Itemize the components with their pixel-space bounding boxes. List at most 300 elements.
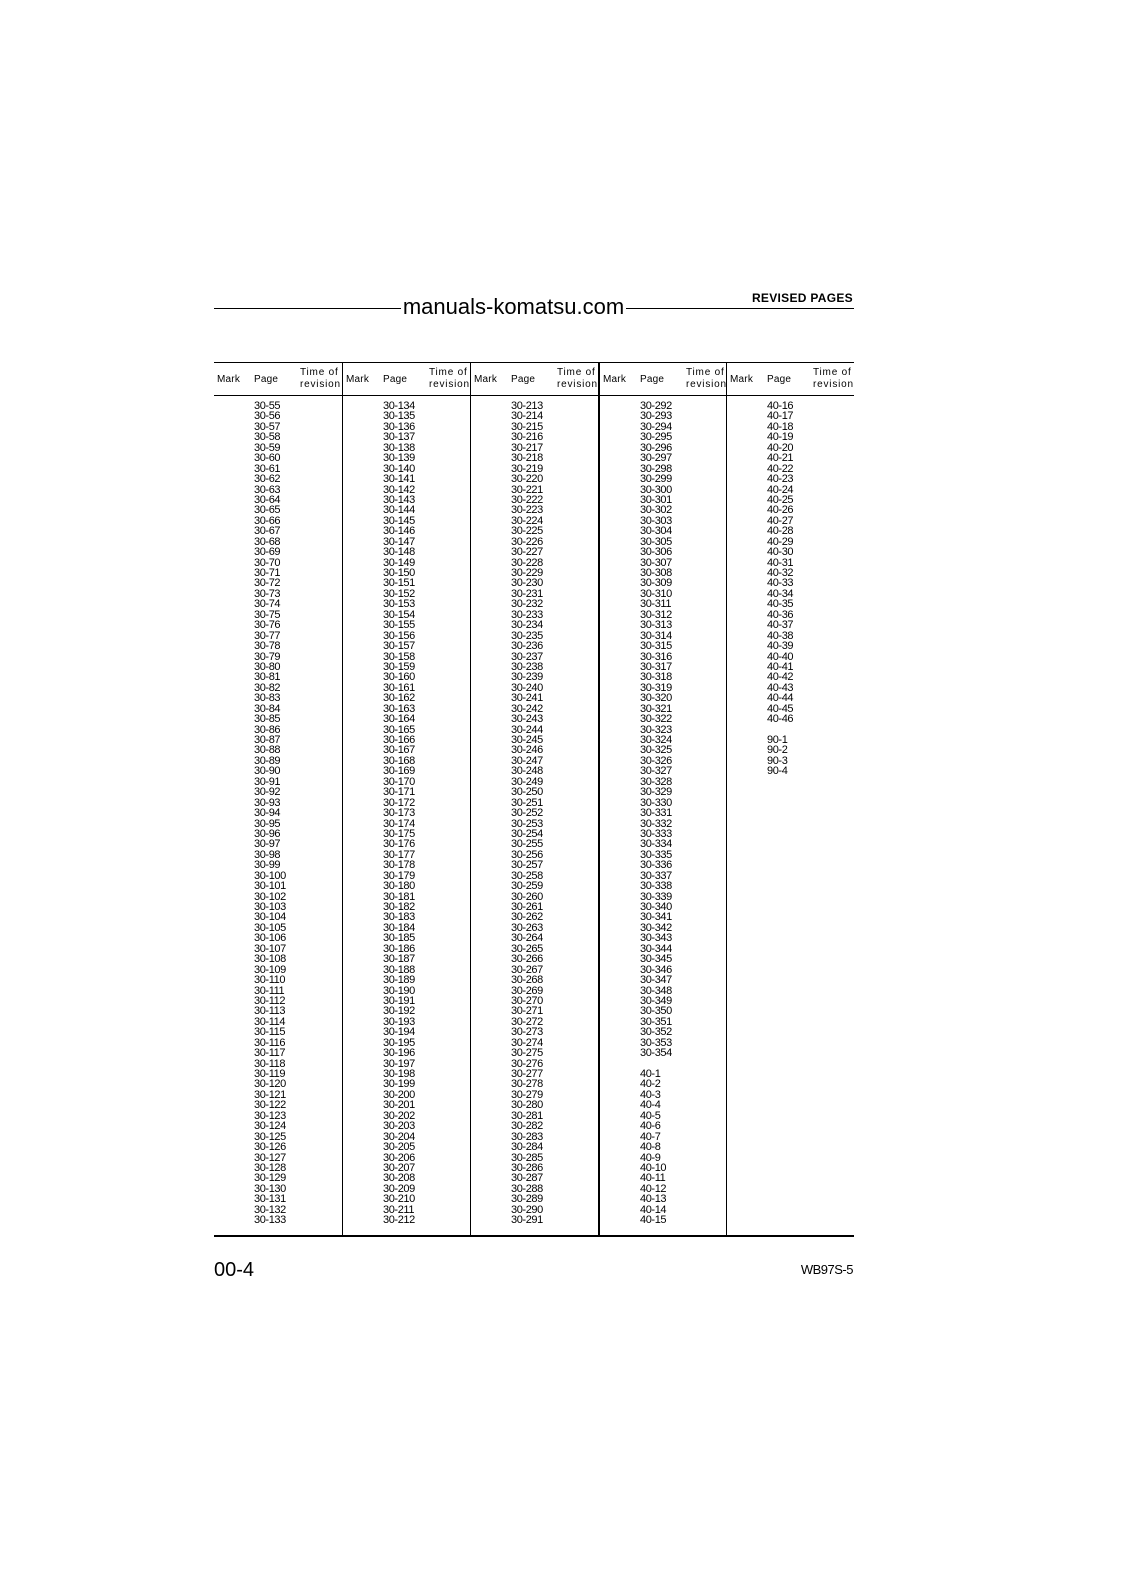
- page-entry: 30-65: [254, 504, 281, 517]
- page-entry: 30-330: [640, 796, 672, 809]
- page-entry: 30-183: [383, 911, 415, 924]
- page-entry: 30-292: [640, 400, 672, 412]
- page-entry: 30-90: [254, 765, 281, 778]
- page-entry: 30-182: [383, 901, 415, 913]
- time-header-line1: Time of: [300, 367, 339, 378]
- page-entry: 30-68: [254, 535, 281, 548]
- page-entry: 30-139: [383, 452, 415, 465]
- page-entry: 30-135: [383, 410, 415, 423]
- page-entry: 30-260: [511, 890, 543, 903]
- page-entry: 30-213: [511, 400, 543, 412]
- page-entry: 30-159: [383, 660, 415, 673]
- page-entry: 30-289: [511, 1193, 543, 1206]
- page-entry: 30-283: [511, 1130, 543, 1143]
- page-entry: 30-211: [383, 1203, 415, 1216]
- page-entry: 30-306: [640, 546, 672, 559]
- page-entry: 30-116: [254, 1036, 286, 1049]
- page-entry: 30-93: [254, 796, 281, 809]
- page-entry: 30-301: [640, 493, 672, 506]
- page-entry: 30-177: [383, 848, 415, 861]
- page-entry: 30-67: [254, 525, 281, 538]
- page-entry: 30-308: [640, 567, 672, 579]
- page-entry: 30-341: [640, 911, 672, 924]
- page-entry: 30-342: [640, 921, 672, 934]
- page-entry: 30-278: [511, 1078, 543, 1091]
- page-entry: 30-78: [254, 640, 281, 653]
- page-entry: 30-336: [640, 859, 672, 872]
- page-entry: 30-235: [511, 629, 543, 642]
- page-entry: 30-153: [383, 598, 415, 611]
- page-entry: 30-304: [640, 525, 672, 538]
- page-entry: 30-243: [511, 713, 543, 726]
- page-entry: 30-82: [254, 681, 281, 694]
- page-entry: 30-170: [383, 775, 415, 788]
- page-entry: 30-66: [254, 514, 281, 527]
- page-entry: 30-204: [383, 1130, 415, 1143]
- page-entry: 30-83: [254, 692, 281, 705]
- page-entry: 30-245: [511, 734, 543, 746]
- page-entry: 30-70: [254, 556, 281, 569]
- page-entry: 30-160: [383, 671, 415, 684]
- page-entry: 30-312: [640, 608, 672, 621]
- page-entry: 30-119: [254, 1068, 286, 1080]
- page-entry: 30-76: [254, 619, 281, 632]
- page-entry: 30-137: [383, 431, 415, 444]
- page-entry: 30-241: [511, 692, 543, 705]
- page-entry: 30-244: [511, 723, 543, 736]
- page-entry: 30-250: [511, 786, 543, 799]
- page-entry: 30-322: [640, 713, 672, 726]
- page-entry: 30-221: [511, 483, 543, 496]
- page-entry: 30-108: [254, 953, 286, 966]
- page-entry: 30-106: [254, 932, 286, 945]
- page-entry: 30-252: [511, 807, 543, 820]
- mark-header: Mark: [346, 374, 370, 385]
- page-entry: 40-4: [640, 1099, 661, 1112]
- page-number: 00-4: [214, 1259, 255, 1281]
- page-list: [254, 401, 286, 1226]
- page-entry: 30-205: [383, 1141, 415, 1154]
- page-entry: 30-176: [383, 838, 415, 851]
- page-entry: 30-95: [254, 817, 281, 830]
- page-entry: 40-3: [640, 1088, 661, 1101]
- page-entry: 40-2: [640, 1078, 661, 1091]
- page-entry: 30-163: [383, 702, 415, 715]
- page-entry: 40-27: [767, 514, 794, 527]
- page-entry: 30-255: [511, 838, 543, 851]
- page-entry: 30-175: [383, 827, 415, 840]
- page-entry: 30-190: [383, 984, 415, 997]
- page-entry: 30-132: [254, 1203, 286, 1216]
- time-of-revision-header: [813, 367, 854, 391]
- page-entry: 30-253: [511, 817, 543, 830]
- page-entry: 30-335: [640, 848, 672, 861]
- page-entry: 30-242: [511, 702, 543, 715]
- page-entry: 30-309: [640, 577, 672, 590]
- time-header-line1: Time of: [686, 367, 725, 378]
- page-entry: 30-178: [383, 859, 415, 872]
- page-entry: 30-81: [254, 671, 281, 684]
- page-entry: 30-338: [640, 880, 672, 893]
- page-entry: 30-272: [511, 1015, 543, 1028]
- page-entry: 30-168: [383, 754, 415, 767]
- page-entry: 30-86: [254, 723, 281, 736]
- page-entry: 30-155: [383, 619, 415, 632]
- page-entry: 30-325: [640, 744, 672, 757]
- page-entry: 40-35: [767, 598, 794, 611]
- page-entry: 30-89: [254, 754, 281, 767]
- page-entry: 30-92: [254, 786, 281, 799]
- page-entry: 30-174: [383, 817, 415, 830]
- page-entry: 30-136: [383, 420, 415, 433]
- time-header-line2: revision: [429, 379, 470, 390]
- model-code: WB97S-5: [800, 1262, 853, 1277]
- page-entry: 30-348: [640, 984, 672, 997]
- page-entry: 30-193: [383, 1015, 415, 1028]
- page-entry: 30-91: [254, 775, 281, 788]
- page-entry: 30-233: [511, 608, 543, 621]
- page-entry: 40-5: [640, 1109, 661, 1122]
- page-entry: 30-209: [383, 1182, 415, 1195]
- page-entry: 30-79: [254, 650, 281, 663]
- page-entry: 30-266: [511, 953, 543, 966]
- page-entry: 30-180: [383, 880, 415, 893]
- page-entry: 30-202: [383, 1109, 415, 1122]
- page-entry: 30-229: [511, 567, 543, 579]
- page-entry: 30-59: [254, 441, 281, 454]
- page-entry: 30-327: [640, 765, 672, 778]
- page-entry: 30-219: [511, 462, 543, 475]
- page-entry: 30-127: [254, 1151, 286, 1164]
- page-entry: 30-288: [511, 1182, 543, 1195]
- page-entry: 30-265: [511, 942, 543, 955]
- page-entry: 30-166: [383, 734, 415, 746]
- page-entry: 90-3: [767, 754, 788, 767]
- page-entry: 30-58: [254, 431, 281, 444]
- page-entry: 30-161: [383, 681, 415, 694]
- page-entry: 40-44: [767, 692, 794, 705]
- page-list: [383, 401, 415, 1226]
- page-entry: 40-16: [767, 400, 794, 412]
- column-group-5: [726, 363, 854, 1236]
- page-entry: 30-352: [640, 1026, 672, 1039]
- page-entry: 30-216: [511, 431, 543, 444]
- page-entry: 30-130: [254, 1182, 286, 1195]
- page-entry: 30-69: [254, 546, 281, 559]
- page-entry: 30-353: [640, 1036, 672, 1049]
- page-entry: 40-42: [767, 671, 794, 684]
- page-entry: 30-73: [254, 587, 281, 600]
- page-entry: 40-12: [640, 1182, 667, 1195]
- column-group-3: [470, 363, 598, 1236]
- page-entry: 40-37: [767, 619, 794, 632]
- page-entry: 30-64: [254, 493, 281, 506]
- page-entry: 30-148: [383, 546, 415, 559]
- page-entry: 30-131: [254, 1193, 286, 1206]
- page-entry: 30-203: [383, 1120, 415, 1133]
- time-of-revision-header: [429, 367, 470, 391]
- page-entry: 30-223: [511, 504, 543, 517]
- page-entry: 30-315: [640, 640, 672, 653]
- page-entry: 30-280: [511, 1099, 543, 1112]
- page-entry: 40-23: [767, 473, 794, 486]
- page-entry: 30-277: [511, 1068, 543, 1080]
- page-entry: 40-24: [767, 483, 794, 496]
- page-entry: 30-103: [254, 901, 286, 913]
- page-entry: 30-107: [254, 942, 286, 955]
- page-entry: 40-14: [640, 1203, 667, 1216]
- page-entry: 30-98: [254, 848, 281, 861]
- page-entry: 30-101: [254, 880, 286, 893]
- page-entry: 30-158: [383, 650, 415, 663]
- page-entry: 30-112: [254, 994, 286, 1007]
- time-header-line1: Time of: [813, 367, 852, 378]
- mark-header: Mark: [730, 374, 754, 385]
- page-entry: 30-212: [383, 1214, 415, 1227]
- page-entry: 90-4: [767, 765, 788, 778]
- page-entry: 30-143: [383, 493, 415, 506]
- page-entry: 30-120: [254, 1078, 286, 1091]
- page-entry: 30-238: [511, 660, 543, 673]
- page-entry: 30-172: [383, 796, 415, 809]
- page-entry: 30-97: [254, 838, 281, 851]
- page-entry: 30-228: [511, 556, 543, 569]
- page-entry: 30-263: [511, 921, 543, 934]
- page-entry: 40-31: [767, 556, 794, 569]
- page-entry: 30-110: [254, 974, 286, 987]
- page-entry: 30-62: [254, 473, 281, 486]
- page-entry: 30-74: [254, 598, 281, 611]
- page-entry: 30-284: [511, 1141, 543, 1154]
- page-entry: 30-210: [383, 1193, 415, 1206]
- page-entry: 30-157: [383, 640, 415, 653]
- page-entry: 30-102: [254, 890, 286, 903]
- page-entry: 30-227: [511, 546, 543, 559]
- page-entry: 30-85: [254, 713, 281, 726]
- column-group-4: [598, 363, 726, 1236]
- page-entry: 30-316: [640, 650, 672, 663]
- page-entry: 30-113: [254, 1005, 286, 1018]
- page-entry: 30-262: [511, 911, 543, 924]
- page-entry: 30-173: [383, 807, 415, 820]
- page-entry: 30-114: [254, 1015, 286, 1028]
- page-entry: 30-96: [254, 827, 281, 840]
- page-entry: 30-156: [383, 629, 415, 642]
- page-entry: 30-206: [383, 1151, 415, 1164]
- page-entry: 30-162: [383, 692, 415, 705]
- page-entry: 30-261: [511, 901, 543, 913]
- page-entry: 30-337: [640, 869, 672, 882]
- page-entry: 30-339: [640, 890, 672, 903]
- page-entry: 30-199: [383, 1078, 415, 1091]
- page-entry: 30-94: [254, 807, 281, 820]
- page-entry: 30-60: [254, 452, 281, 465]
- page-entry: 30-187: [383, 953, 415, 966]
- time-of-revision-header: [686, 367, 727, 391]
- page-entry: 30-236: [511, 640, 543, 653]
- page-entry: 30-118: [254, 1057, 286, 1070]
- page-entry: 30-194: [383, 1026, 415, 1039]
- page-entry: 30-249: [511, 775, 543, 788]
- page-entry: 40-33: [767, 577, 794, 590]
- page-entry: 30-207: [383, 1161, 415, 1174]
- page-entry: 40-29: [767, 535, 794, 548]
- page-entry: 30-300: [640, 483, 672, 496]
- column-group-1: [214, 363, 342, 1236]
- page-entry: 30-80: [254, 660, 281, 673]
- page-entry: 30-234: [511, 619, 543, 632]
- page-entry: 30-230: [511, 577, 543, 590]
- page-entry: 30-258: [511, 869, 543, 882]
- column-group-2: [342, 363, 470, 1236]
- page-entry: 30-71: [254, 567, 281, 579]
- page-entry: 40-30: [767, 546, 794, 559]
- page-entry: 30-134: [383, 400, 415, 412]
- page-entry: 30-100: [254, 869, 286, 882]
- page-entry: 30-63: [254, 483, 281, 496]
- page-entry: 30-231: [511, 587, 543, 600]
- page-entry: 30-171: [383, 786, 415, 799]
- page-entry: 30-179: [383, 869, 415, 882]
- page-entry: 30-195: [383, 1036, 415, 1049]
- mark-header: Mark: [603, 374, 627, 385]
- page-entry: 40-13: [640, 1193, 667, 1206]
- page-entry: 30-350: [640, 1005, 672, 1018]
- page-entry: 30-329: [640, 786, 672, 799]
- page-entry: 30-273: [511, 1026, 543, 1039]
- page-entry: 40-6: [640, 1120, 661, 1133]
- page-entry: 30-295: [640, 431, 672, 444]
- page-entry: 30-133: [254, 1214, 286, 1227]
- page-entry: 30-296: [640, 441, 672, 454]
- page-entry: 30-138: [383, 441, 415, 454]
- page-entry: 30-324: [640, 734, 672, 746]
- page-entry: 40-46: [767, 713, 794, 726]
- page-entry: 30-320: [640, 692, 672, 705]
- page-entry: 30-333: [640, 827, 672, 840]
- time-header-line1: Time of: [429, 367, 468, 378]
- page-entry: 30-57: [254, 420, 281, 433]
- page-entry: 30-123: [254, 1109, 286, 1122]
- page-entry: 30-117: [254, 1047, 286, 1060]
- page-entry: 30-331: [640, 807, 672, 820]
- page-entry: 30-343: [640, 932, 672, 945]
- page-entry: 30-298: [640, 462, 672, 475]
- page-entry: 30-314: [640, 629, 672, 642]
- page-entry: 30-311: [640, 598, 672, 611]
- page-entry: 30-267: [511, 963, 543, 976]
- page-entry: 30-147: [383, 535, 415, 548]
- page-entry: 30-192: [383, 1005, 415, 1018]
- page-entry: 30-310: [640, 587, 672, 600]
- page-entry: 30-215: [511, 420, 543, 433]
- page-entry: 30-294: [640, 420, 672, 433]
- page-entry: 30-240: [511, 681, 543, 694]
- page-entry: 30-351: [640, 1015, 672, 1028]
- page-entry: 30-254: [511, 827, 543, 840]
- page-entry: 30-200: [383, 1088, 415, 1101]
- page-entry: 30-220: [511, 473, 543, 486]
- page-entry: 30-349: [640, 994, 672, 1007]
- page-header: Page: [767, 374, 792, 385]
- page-entry: 30-328: [640, 775, 672, 788]
- page-entry: 40-45: [767, 702, 794, 715]
- page-entry: 30-307: [640, 556, 672, 569]
- page-entry: 30-128: [254, 1161, 286, 1174]
- page-entry: 40-7: [640, 1130, 661, 1143]
- page-entry: 30-259: [511, 880, 543, 893]
- page-entry: 30-285: [511, 1151, 543, 1164]
- page-entry: 40-11: [640, 1172, 666, 1185]
- page-entry: 40-26: [767, 504, 794, 517]
- page-list: [640, 401, 672, 1226]
- page-entry: 40-32: [767, 567, 794, 579]
- page-entry: 30-121: [254, 1088, 286, 1101]
- page-entry: 40-43: [767, 681, 794, 694]
- page-header: Page: [511, 374, 536, 385]
- page-entry: 30-144: [383, 504, 415, 517]
- page-entry: 30-77: [254, 629, 281, 642]
- page-entry: 30-111: [254, 984, 285, 997]
- page-entry: 30-189: [383, 974, 415, 987]
- page-entry: 30-167: [383, 744, 415, 757]
- page-entry: 30-291: [511, 1214, 543, 1227]
- page-entry: 30-226: [511, 535, 543, 548]
- page-entry: 40-36: [767, 608, 794, 621]
- page-entry: 30-149: [383, 556, 415, 569]
- page-entry: 30-129: [254, 1172, 286, 1185]
- time-of-revision-header: [557, 367, 598, 391]
- page-entry: 30-87: [254, 734, 281, 746]
- page-entry: 30-299: [640, 473, 672, 486]
- page-entry: 30-323: [640, 723, 672, 736]
- page-entry: 30-344: [640, 942, 672, 955]
- page-header: Page: [640, 374, 665, 385]
- page-entry: 30-270: [511, 994, 543, 1007]
- mark-header: Mark: [217, 374, 241, 385]
- page-entry: 30-282: [511, 1120, 543, 1133]
- page-entry: 30-281: [511, 1109, 543, 1122]
- page-entry: 30-218: [511, 452, 543, 465]
- page-entry: 30-75: [254, 608, 281, 621]
- page-entry: 30-72: [254, 577, 281, 590]
- page-entry: 40-10: [640, 1161, 667, 1174]
- time-header-line2: revision: [557, 379, 598, 390]
- page-list: [767, 401, 793, 777]
- time-of-revision-header: [300, 367, 341, 391]
- page-entry: 40-8: [640, 1141, 661, 1154]
- page-entry: 30-232: [511, 598, 543, 611]
- page-entry: 30-239: [511, 671, 543, 684]
- watermark-site: manuals-komatsu.com: [402, 294, 625, 319]
- page-entry: 30-55: [254, 400, 281, 412]
- page-entry: 30-293: [640, 410, 672, 423]
- page-entry: 30-185: [383, 932, 415, 945]
- page-entry: 30-334: [640, 838, 672, 851]
- page-entry: 30-217: [511, 441, 543, 454]
- page-entry: 30-115: [254, 1026, 286, 1039]
- page-entry: 30-124: [254, 1120, 286, 1133]
- page-entry: 30-287: [511, 1172, 543, 1185]
- page-entry: 30-126: [254, 1141, 286, 1154]
- page-entry: 40-25: [767, 493, 794, 506]
- page-entry: 30-340: [640, 901, 672, 913]
- page-entry: 30-347: [640, 974, 672, 987]
- page-entry: 40-19: [767, 431, 794, 444]
- page-entry: 30-257: [511, 859, 543, 872]
- page-entry: 30-88: [254, 744, 281, 757]
- revised-pages-table: [214, 362, 854, 1237]
